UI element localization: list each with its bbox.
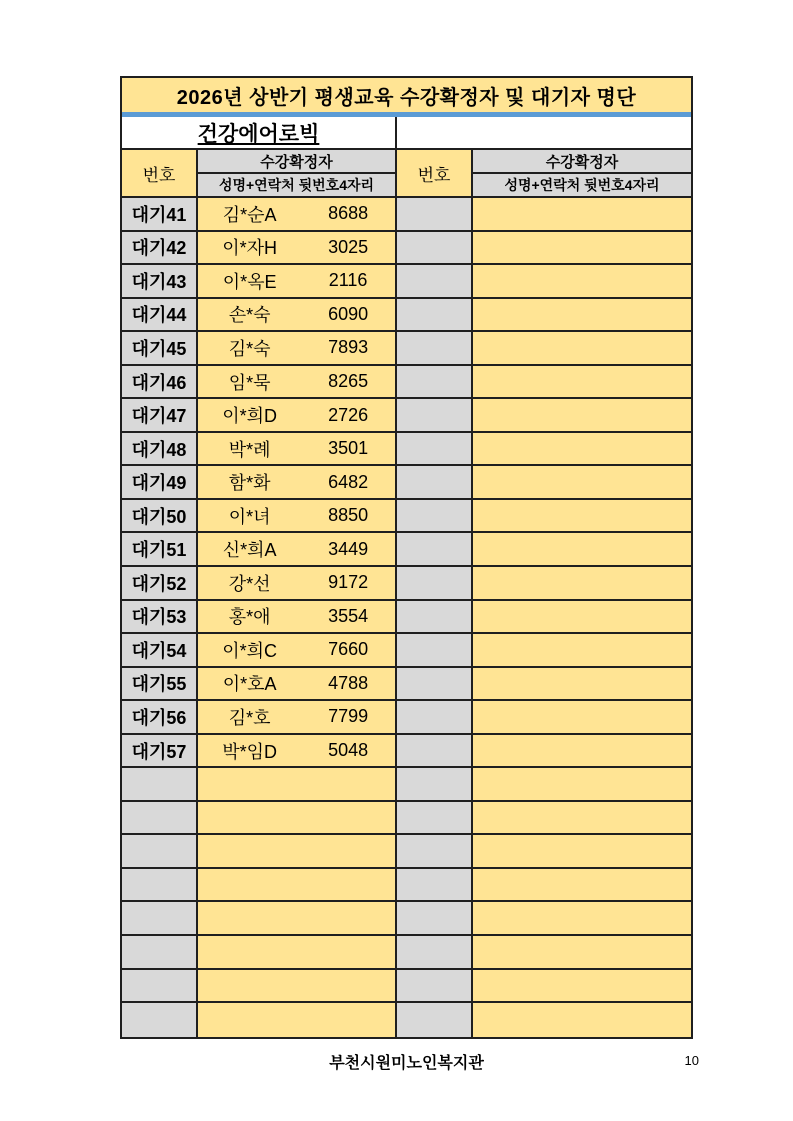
phone-last4: 5048 (328, 740, 369, 761)
waitlist-number-cell (122, 768, 198, 802)
table-row (122, 399, 691, 433)
col-header-group-right (473, 150, 691, 198)
waitlist-number-cell-right (397, 500, 473, 534)
person-name: 박*례 (228, 439, 271, 460)
waitlist-number-cell: 대기50 (122, 500, 198, 534)
confirmed-person-cell-right (473, 970, 691, 1004)
confirmed-person-cell-right (473, 668, 691, 702)
col-header-group-left (198, 150, 397, 198)
person-name: 이*녀 (228, 506, 271, 527)
table-body (122, 198, 691, 1037)
table-row (122, 668, 691, 702)
confirmed-person-cell (198, 533, 397, 567)
confirmed-person-cell-right (473, 466, 691, 500)
waitlist-number-cell (122, 970, 198, 1004)
table-row (122, 299, 691, 333)
phone-last4: 8265 (328, 371, 369, 391)
waitlist-number-cell-right (397, 265, 473, 299)
confirmed-person-cell (198, 970, 397, 1004)
person-name: 박*임D (222, 741, 277, 762)
phone-last4: 4788 (328, 672, 369, 693)
waitlist-number-cell: 대기54 (122, 634, 198, 668)
waitlist-number-cell-right (397, 399, 473, 433)
waitlist-number-cell-right (397, 366, 473, 400)
waitlist-number-cell: 대기42 (122, 232, 198, 266)
table-row (122, 366, 691, 400)
confirmed-person-cell (198, 366, 397, 400)
confirmed-person-cell-right (473, 332, 691, 366)
confirmed-person-cell-right (473, 869, 691, 903)
confirmed-person-cell (198, 601, 397, 635)
person-name: 신*희A (222, 540, 277, 561)
phone-last4: 2116 (328, 270, 368, 291)
confirmed-person-cell (198, 500, 397, 534)
waitlist-number-cell: 대기44 (122, 299, 198, 333)
confirmed-person-cell (198, 433, 397, 467)
table-row (122, 835, 691, 869)
col-header-name-phone-left: 성명+연락처 뒷번호4자리 (198, 174, 395, 198)
person-name: 강*선 (228, 573, 271, 594)
confirmed-person-cell-right (473, 265, 691, 299)
person-name: 홍*애 (228, 607, 271, 628)
confirmed-person-cell-right (473, 1003, 691, 1037)
phone-last4: 3025 (328, 236, 369, 257)
waitlist-number-cell-right (397, 701, 473, 735)
waitlist-number-cell-right (397, 332, 473, 366)
waitlist-number-cell (122, 1003, 198, 1037)
waitlist-number-cell (122, 869, 198, 903)
confirmed-person-cell (198, 299, 397, 333)
confirmed-person-cell (198, 399, 397, 433)
person-name: 이*희D (222, 406, 277, 427)
confirmed-person-cell-right (473, 198, 691, 232)
confirmed-person-cell-right (473, 433, 691, 467)
person-name: 김*숙 (228, 338, 271, 359)
waitlist-number-cell: 대기55 (122, 668, 198, 702)
waitlist-number-cell-right (397, 533, 473, 567)
table-row (122, 232, 691, 266)
waitlist-number-cell-right (397, 902, 473, 936)
phone-last4: 6482 (328, 471, 369, 492)
waitlist-number-cell: 대기57 (122, 735, 198, 769)
page-number: 10 (684, 1053, 699, 1068)
confirmed-person-cell-right (473, 500, 691, 534)
confirmed-person-cell (198, 232, 397, 266)
table-row (122, 768, 691, 802)
person-name: 임*묵 (228, 372, 271, 393)
table-row (122, 198, 691, 232)
confirmed-person-cell (198, 265, 397, 299)
confirmed-person-cell (198, 701, 397, 735)
phone-last4: 2726 (328, 404, 369, 425)
person-name: 이*옥E (222, 271, 277, 292)
phone-last4: 7660 (328, 639, 369, 660)
waitlist-number-cell (122, 802, 198, 836)
confirmed-person-cell (198, 835, 397, 869)
waitlist-number-cell-right (397, 634, 473, 668)
waitlist-number-cell-right (397, 1003, 473, 1037)
col-header-name-phone-right: 성명+연락처 뒷번호4자리 (473, 174, 691, 198)
person-name: 함*화 (228, 473, 271, 494)
waitlist-number-cell (122, 902, 198, 936)
waitlist-number-cell: 대기47 (122, 399, 198, 433)
table-row (122, 433, 691, 467)
phone-last4: 7893 (328, 337, 369, 358)
phone-last4: 9172 (328, 572, 369, 593)
waitlist-number-cell: 대기46 (122, 366, 198, 400)
waitlist-number-cell-right (397, 970, 473, 1004)
waitlist-number-cell-right (397, 869, 473, 903)
table-row (122, 500, 691, 534)
confirmed-person-cell-right (473, 902, 691, 936)
waitlist-number-cell-right (397, 601, 473, 635)
page-footer (120, 1050, 699, 1073)
confirmed-person-cell (198, 634, 397, 668)
phone-last4: 8688 (328, 203, 369, 224)
table-row (122, 735, 691, 769)
confirmed-person-cell (198, 802, 397, 836)
confirmed-person-cell (198, 198, 397, 232)
table-row (122, 332, 691, 366)
confirmed-person-cell (198, 735, 397, 769)
confirmed-person-cell (198, 567, 397, 601)
waitlist-number-cell (122, 936, 198, 970)
table-row (122, 802, 691, 836)
document-title: 2026년 상반기 평생교육 수강확정자 및 대기자 명단 (122, 78, 691, 112)
confirmed-person-cell-right (473, 366, 691, 400)
phone-last4: 3554 (328, 605, 369, 626)
waitlist-number-cell: 대기56 (122, 701, 198, 735)
waitlist-number-cell-right (397, 668, 473, 702)
confirmed-person-cell-right (473, 835, 691, 869)
confirmed-person-cell (198, 668, 397, 702)
col-header-number-left: 번호 (122, 150, 198, 198)
table-row (122, 466, 691, 500)
confirmed-person-cell-right (473, 399, 691, 433)
roster-table (120, 76, 693, 1039)
confirmed-person-cell (198, 332, 397, 366)
confirmed-person-cell-right (473, 299, 691, 333)
organization-name: 부천시원미노인복지관 (329, 1055, 484, 1072)
phone-last4: 3449 (328, 538, 369, 559)
phone-last4: 7799 (328, 706, 369, 727)
waitlist-number-cell-right (397, 299, 473, 333)
waitlist-number-cell-right (397, 232, 473, 266)
confirmed-person-cell (198, 768, 397, 802)
waitlist-number-cell-right (397, 198, 473, 232)
waitlist-number-cell-right (397, 936, 473, 970)
col-header-confirmed-right: 수강확정자 (473, 150, 691, 174)
confirmed-person-cell-right (473, 768, 691, 802)
table-row (122, 265, 691, 299)
confirmed-person-cell (198, 869, 397, 903)
table-header-row (122, 150, 691, 198)
confirmed-person-cell-right (473, 936, 691, 970)
confirmed-person-cell-right (473, 802, 691, 836)
waitlist-number-cell: 대기49 (122, 466, 198, 500)
person-name: 이*호A (222, 674, 277, 695)
waitlist-number-cell-right (397, 835, 473, 869)
confirmed-person-cell-right (473, 701, 691, 735)
person-name: 이*희C (222, 640, 277, 661)
waitlist-number-cell-right (397, 433, 473, 467)
program-name-cell (122, 117, 397, 150)
table-row (122, 902, 691, 936)
program-empty-cell (397, 117, 691, 150)
confirmed-person-cell-right (473, 567, 691, 601)
waitlist-number-cell-right (397, 802, 473, 836)
waitlist-number-cell-right (397, 768, 473, 802)
waitlist-number-cell: 대기41 (122, 198, 198, 232)
waitlist-number-cell: 대기45 (122, 332, 198, 366)
waitlist-number-cell: 대기48 (122, 433, 198, 467)
col-header-number-right: 번호 (397, 150, 473, 198)
waitlist-number-cell: 대기52 (122, 567, 198, 601)
waitlist-number-cell-right (397, 567, 473, 601)
table-row (122, 601, 691, 635)
waitlist-number-cell (122, 835, 198, 869)
col-header-confirmed-left: 수강확정자 (198, 150, 395, 174)
table-row (122, 634, 691, 668)
table-row (122, 970, 691, 1004)
confirmed-person-cell-right (473, 634, 691, 668)
table-row (122, 567, 691, 601)
person-name: 김*호 (228, 707, 271, 728)
person-name: 김*순A (222, 204, 277, 225)
confirmed-person-cell-right (473, 735, 691, 769)
confirmed-person-cell (198, 902, 397, 936)
phone-last4: 8850 (328, 505, 369, 526)
phone-last4: 6090 (328, 303, 369, 324)
confirmed-person-cell (198, 466, 397, 500)
phone-last4: 3501 (328, 438, 369, 459)
confirmed-person-cell-right (473, 533, 691, 567)
person-name: 손*숙 (228, 305, 271, 326)
table-row (122, 701, 691, 735)
confirmed-person-cell-right (473, 601, 691, 635)
waitlist-number-cell: 대기53 (122, 601, 198, 635)
waitlist-number-cell-right (397, 735, 473, 769)
table-row (122, 533, 691, 567)
confirmed-person-cell (198, 936, 397, 970)
waitlist-number-cell: 대기43 (122, 265, 198, 299)
confirmed-person-cell-right (473, 232, 691, 266)
waitlist-number-cell-right (397, 466, 473, 500)
program-row (122, 117, 691, 150)
confirmed-person-cell (198, 1003, 397, 1037)
person-name: 이*자H (222, 238, 277, 259)
table-row (122, 936, 691, 970)
table-row (122, 1003, 691, 1037)
program-name: 건강에어로빅 (197, 122, 320, 146)
waitlist-number-cell: 대기51 (122, 533, 198, 567)
table-row (122, 869, 691, 903)
